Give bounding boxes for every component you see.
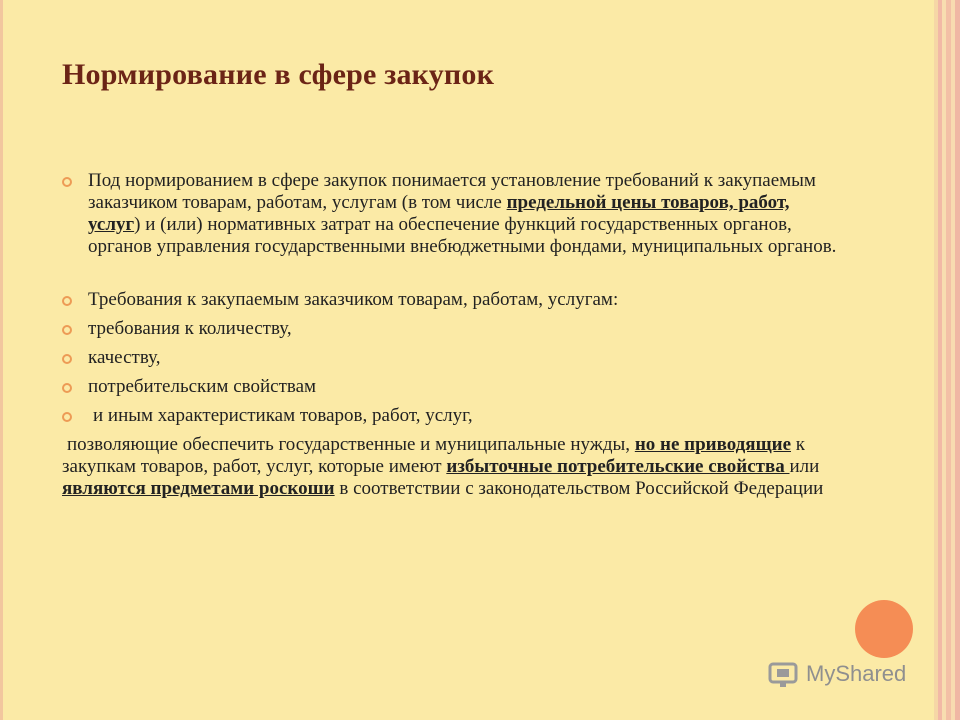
list-item: потребительским свойствам bbox=[62, 376, 842, 398]
list-item: Требования к закупаемым заказчиком товарам, работам, услугам: bbox=[62, 289, 842, 311]
list-item: качеству, bbox=[62, 347, 842, 369]
myshared-watermark bbox=[766, 656, 906, 692]
list-item: и иным характеристикам товаров, работ, услуг, bbox=[62, 405, 842, 427]
definition-paragraph: Под нормированием в сфере закупок понимается установление требований к закупаемым заказчиком товарам, работам, услугам (в том числе предельной цены товаров, работ, услуг) и (или) нормативных затрат на обеспечение функций государственных органов, органов управления государственными внебюджетными фондами, муниципальных органов. bbox=[62, 170, 842, 258]
left-border-stripe bbox=[0, 0, 3, 720]
watermark-text: MyShared bbox=[806, 661, 907, 686]
list-item: требования к количеству, bbox=[62, 318, 842, 340]
slide-content bbox=[62, 170, 842, 500]
slide-title: Нормирование в сфере закупок bbox=[62, 58, 495, 91]
right-decorative-stripes bbox=[934, 0, 960, 720]
max-price-phrase: предельной цены товаров, работ, услуг bbox=[88, 192, 790, 235]
tail-paragraph: позволяющие обеспечить государственные и муниципальные нужды, но не приводящие к закупкам товаров, работ, услуг, которые имеют избыточные потребительские свойства или являются предметами роскоши в соответствии с законодательством Российской Федерации bbox=[62, 434, 824, 499]
decorative-orange-circle bbox=[855, 600, 913, 658]
myshared-logo-icon bbox=[766, 656, 802, 692]
